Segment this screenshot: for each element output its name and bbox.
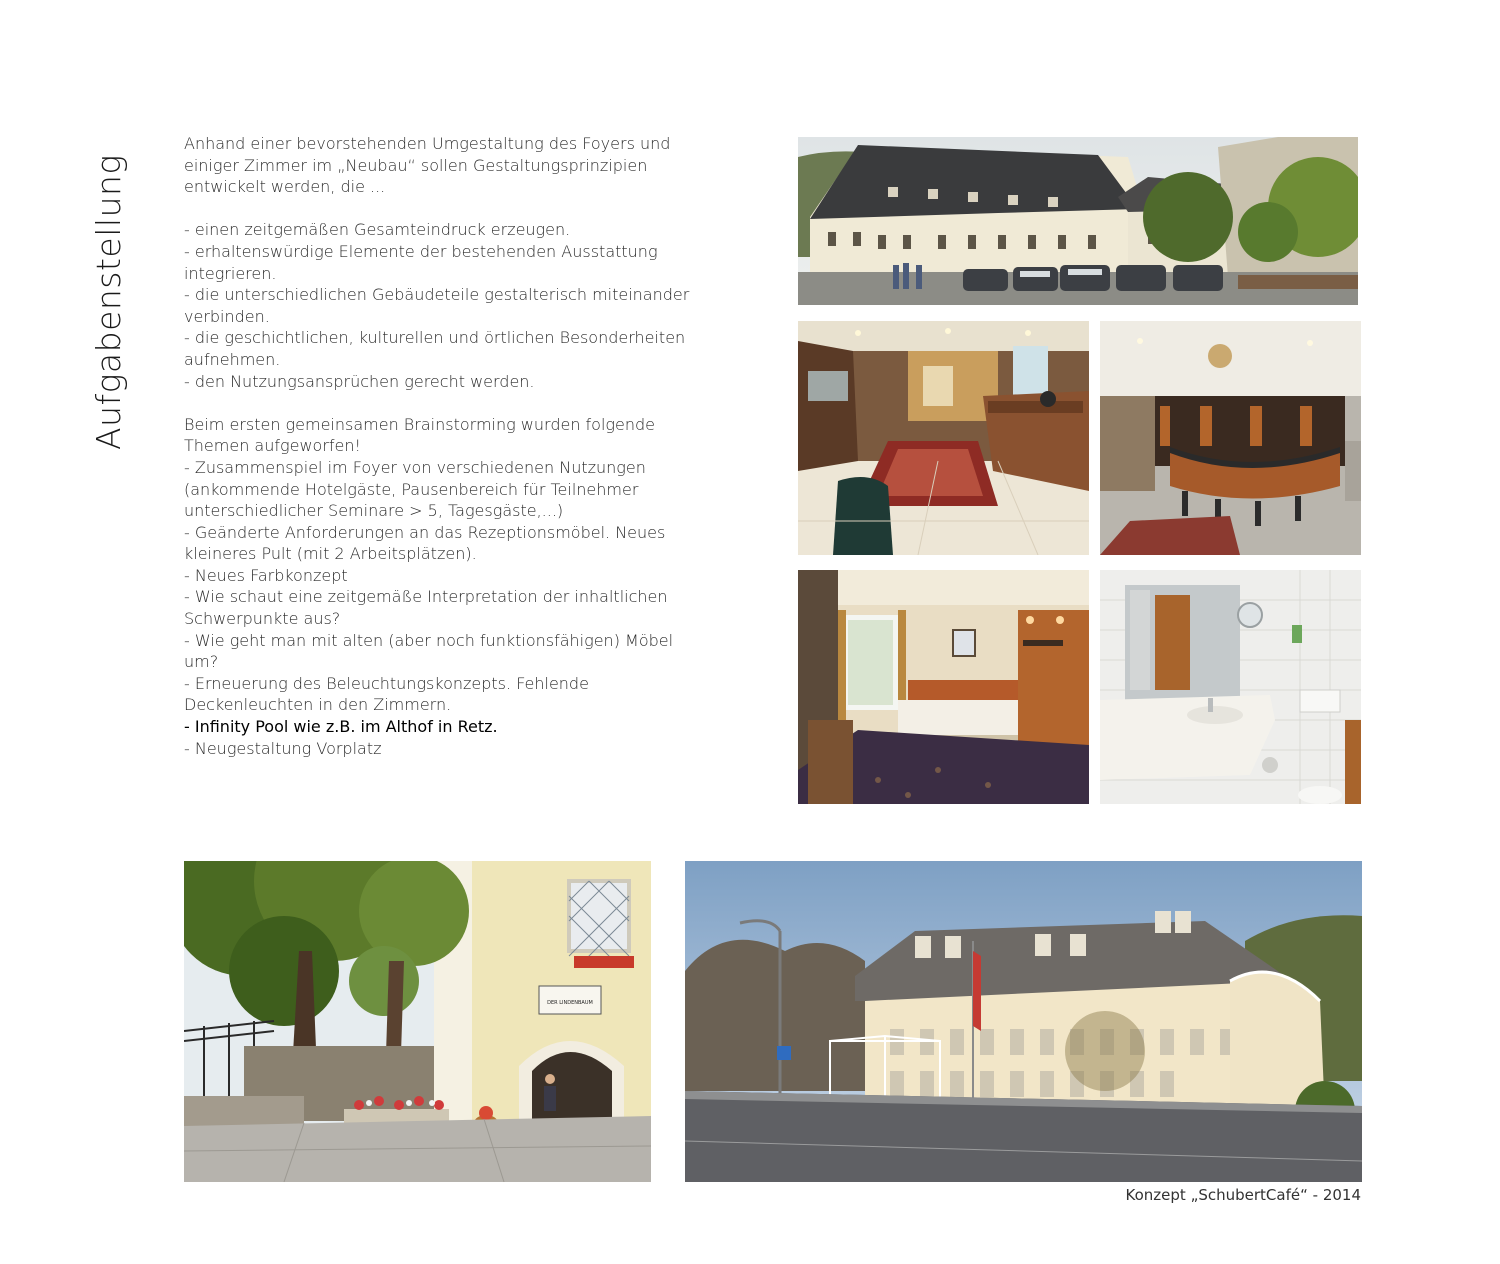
text-line: - Wie geht man mit alten (aber noch funktionsfähigen) Möbel bbox=[184, 630, 674, 650]
photo-bar bbox=[1100, 321, 1361, 555]
text-line: Schwerpunkte aus? bbox=[184, 609, 341, 629]
photo-foyer-reception bbox=[798, 321, 1089, 555]
text-line: - die unterschiedlichen Gebäudeteile gestalterisch miteinander bbox=[184, 285, 690, 305]
text-line: - Geänderte Anforderungen an das Rezeptionsmöbel. Neues bbox=[184, 522, 666, 542]
text-line: um? bbox=[184, 652, 219, 672]
text-line: verbinden. bbox=[184, 306, 270, 326]
photo-hotel-room bbox=[798, 570, 1089, 804]
text-line: - die geschichtlichen, kulturellen und örtlichen Besonderheiten bbox=[184, 328, 686, 348]
text-line: einiger Zimmer im „Neubau“ sollen Gestaltungsprinzipien bbox=[184, 155, 648, 175]
text-line: - Erneuerung des Beleuchtungskonzepts. Fehlende bbox=[184, 673, 589, 693]
photo-caption: Konzept „SchubertCafé“ - 2014 bbox=[1125, 1186, 1361, 1204]
text-line: - Neugestaltung Vorplatz bbox=[184, 738, 382, 758]
photo-hotel-exterior bbox=[798, 137, 1358, 305]
text-line: Beim ersten gemeinsamen Brainstorming wurden folgende bbox=[184, 414, 655, 434]
photo-lindenbaum-courtyard bbox=[184, 861, 651, 1182]
text-line: (ankommende Hotelgäste, Pausenbereich für Teilnehmer bbox=[184, 479, 639, 499]
text-line: kleineres Pult (mit 2 Arbeitsplätzen). bbox=[184, 544, 477, 564]
lindenbaum-plaque: DER LINDENBAUM bbox=[547, 1000, 593, 1006]
photo-bathroom bbox=[1100, 570, 1361, 804]
text-line: - Wie schaut eine zeitgemäße Interpretation der inhaltlichen bbox=[184, 587, 668, 607]
body-text bbox=[184, 133, 744, 759]
text-line: - Zusammenspiel im Foyer von verschiedenen Nutzungen bbox=[184, 457, 646, 477]
text-line: - den Nutzungsansprüchen gerecht werden. bbox=[184, 371, 535, 391]
text-line: aufnehmen. bbox=[184, 349, 281, 369]
photo-hoeldrichsmuehle-concept bbox=[685, 861, 1362, 1182]
page-title: Aufgabenstellung bbox=[89, 154, 128, 450]
text-line: Themen aufgeworfen! bbox=[184, 436, 361, 456]
text-line: unterschiedlicher Seminare > 5, Tagesgäste,...) bbox=[184, 501, 564, 521]
text-line: Deckenleuchten in den Zimmern. bbox=[184, 695, 452, 715]
text-line: - erhaltenswürdige Elemente der bestehenden Ausstattung bbox=[184, 241, 658, 261]
text-line: - einen zeitgemäßen Gesamteindruck erzeugen. bbox=[184, 220, 571, 240]
text-line: - Neues Farbkonzept bbox=[184, 565, 348, 585]
text-line: entwickelt werden, die ... bbox=[184, 177, 386, 197]
text-line: Anhand einer bevorstehenden Umgestaltung des Foyers und bbox=[184, 134, 671, 153]
text-line: integrieren. bbox=[184, 263, 277, 283]
text-line: - Infinity Pool wie z.B. im Althof in Retz. bbox=[184, 717, 498, 737]
